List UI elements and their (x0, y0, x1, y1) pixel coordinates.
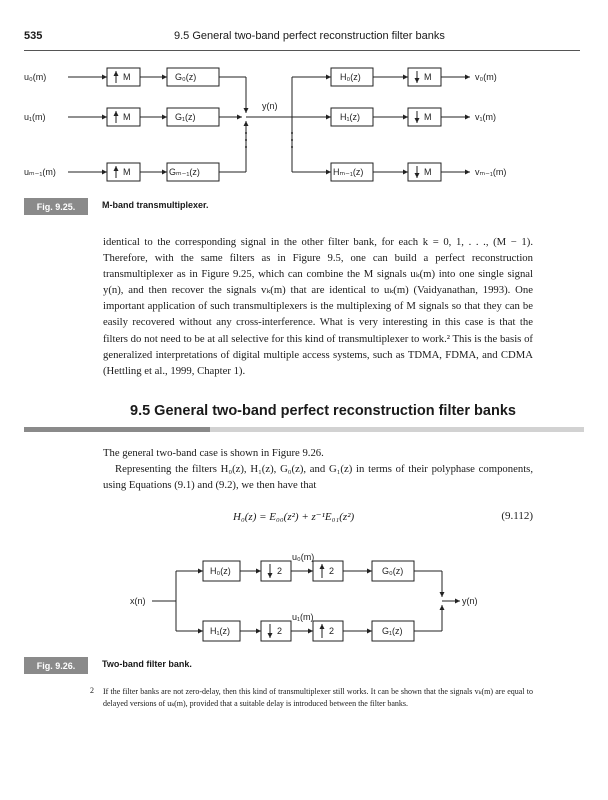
output-label: v₁(m) (475, 112, 497, 122)
synthesis-filter-label: G₀(z) (382, 566, 404, 576)
upsample-factor: 2 (329, 566, 335, 576)
upsample-factor: M (123, 72, 131, 82)
body-paragraph: Representing the filters H₀(z), H₁(z), G₀(z), and G₁(z) in terms of their polyphase components, using Equations (9.1) and (9.2), we then have that (103, 463, 533, 491)
body-paragraph: The general two-band case is shown in Figure 9.26. (103, 447, 324, 459)
footnote-mark: 2 (90, 686, 94, 695)
section-rule-light (210, 427, 584, 432)
ellipsis-dots (245, 132, 293, 148)
downsample-factor: M (424, 167, 432, 177)
analysis-filter-label: Hₘ₋₁(z) (333, 167, 364, 177)
downsample-factor: 2 (277, 626, 283, 636)
synthesis-filter-label: G₁(z) (175, 112, 196, 122)
subband-signal-label: u₁(m) (292, 612, 314, 622)
output-label: v₀(m) (475, 72, 497, 82)
section-rule-dark (24, 427, 210, 432)
upsample-factor: 2 (329, 626, 335, 636)
figure-9-25-label: Fig. 9.25. (24, 198, 88, 215)
figure-9-26-caption: Two-band filter bank. (102, 659, 192, 669)
footnote: If the filter banks are not zero-delay, then this kind of transmultiplexer still works. It can be shown that the signals vₖ(m) are equal to delayed versions of uₖ(m), provided that a suitable delay is introduced between the filter banks. (103, 687, 533, 708)
upsampler-box (313, 621, 343, 641)
analysis-filter-label: H₀(z) (210, 566, 231, 576)
figure-9-26-diagram (0, 548, 608, 653)
output-label: vₘ₋₁(m) (475, 167, 507, 177)
downsampler-box (261, 621, 291, 641)
figure-9-25-diagram (0, 55, 608, 195)
upsampler-box (313, 561, 343, 581)
figure-9-26-label: Fig. 9.26. (24, 657, 88, 674)
upsample-factor: M (123, 112, 131, 122)
subband-signal-label: u₀(m) (292, 552, 315, 562)
equation-9-112 (103, 510, 533, 528)
downsample-factor: M (424, 112, 432, 122)
output-label: y(n) (462, 596, 478, 606)
page-number: 535 (24, 30, 43, 42)
equation-number: (9.112) (501, 510, 533, 522)
input-label: u₀(m) (24, 72, 47, 82)
input-label: x(n) (130, 596, 146, 606)
running-head: 9.5 General two-band perfect reconstruction filter banks (174, 30, 445, 42)
section-title: 9.5 General two-band perfect reconstruction filter banks (130, 403, 516, 419)
synthesis-filter-label: Gₘ₋₁(z) (169, 167, 200, 177)
sum-signal-label: y(n) (262, 101, 278, 111)
analysis-filter-label: H₀(z) (340, 72, 361, 82)
input-label: u₁(m) (24, 112, 46, 122)
downsample-factor: 2 (277, 566, 283, 576)
input-label: uₘ₋₁(m) (24, 167, 56, 177)
body-paragraph: identical to the corresponding signal in the other filter bank, for each k = 0, 1, . . ., (M − 1). Therefore, with the same filters as in Figure 9.5, one can build a perfect reconstruction transmultiplexer as in Figure 9.25, which can combine the M signals uₖ(m) into one single signal y(n), and then recover the signals vₖ(m) that are identical to uₖ(m) (Vaidyanathan, 1993). One important application of such transmultiplexers is the multiplexing of M signals so that they can be easily recovered without any cross-interference. What is very interesting in this case is that the filters do not need to be at all selective for this kind of transmultiplexer to work.² This is the basis of generalized interpretations of digital multiple access systems, such as TDMA, FDMA, and CDMA (Hettling et al., 1999, Chapter 1). (103, 236, 533, 377)
upsample-factor: M (123, 167, 131, 177)
downsample-factor: M (424, 72, 432, 82)
page-header (0, 0, 608, 48)
synthesis-filter-label: G₁(z) (382, 626, 403, 636)
analysis-filter-label: H₁(z) (340, 112, 361, 122)
analysis-filter-label: H₁(z) (210, 626, 231, 636)
equation-formula: H₀(z) = E₀₀(z²) + z⁻¹E₀₁(z²) (233, 511, 355, 523)
figure-9-25-caption: M-band transmultiplexer. (102, 200, 209, 210)
downsampler-box (261, 561, 291, 581)
synthesis-filter-label: G₀(z) (175, 72, 197, 82)
header-rule (24, 50, 580, 51)
